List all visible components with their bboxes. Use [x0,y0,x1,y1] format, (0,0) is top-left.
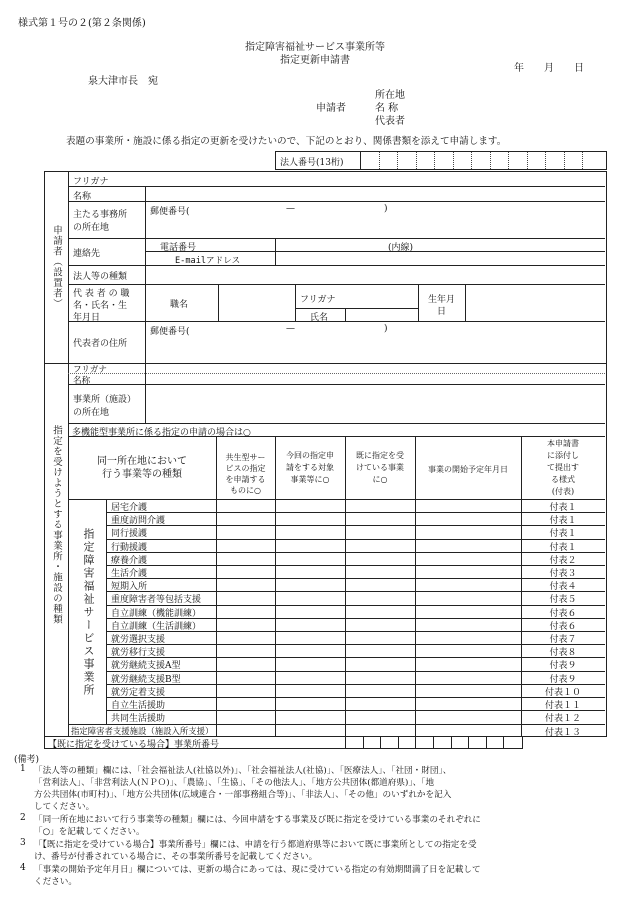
facility-address-label-2: の所在地 [73,408,110,418]
service-name: 共同生活援助 [111,714,166,725]
facility-support-row-form: 付表１３ [544,728,581,738]
service-name: 重度障害者等包括支援 [111,595,202,606]
facility-name-label: 名称 [73,376,91,386]
col-service-2: 行う事業等の種類 [102,469,182,480]
date-year: 年 [514,63,524,74]
service-form: 付表７ [549,635,577,645]
birth-label-2: 日 [436,307,446,317]
col-already-1: 既に指定を受 [356,451,404,460]
main-office-postal-dash: — [286,204,295,214]
col-attach-2: に添付し [547,451,579,460]
facility-address-label-1: 事業所（施設） [73,395,137,405]
rep-postal: 郵便番号( [150,327,190,337]
applicant-name-label: 名 称 [375,103,399,114]
service-name: 就労継続支援A型 [111,661,181,672]
service-group-label: 指定障害福祉サービス事業所 [82,528,95,697]
applicant-rep-label: 代表者 [375,116,405,127]
col-shared-2: ビスの指定 [225,464,266,473]
service-form: 付表９ [549,674,577,685]
note-number: 2 [20,813,26,823]
applicant-address-label: 所在地 [375,90,405,101]
date-month: 月 [544,63,554,74]
multi-function-label: 多機能型事業所に係る指定の申請の場合は○ [72,428,251,438]
facility-side-label: 指定を受けようとする事業所・施設の種類 [51,425,62,625]
service-form: 付表６ [549,608,577,619]
service-name: 療養介護 [111,555,148,566]
col-shared-3: を申請する [225,475,266,484]
rep-name-label: 氏名 [310,313,329,323]
service-name: 自立訓練（生活訓練） [111,621,202,632]
service-name: 就労選択支援 [111,635,166,645]
note-number: 1 [20,764,26,774]
date-day: 日 [574,63,584,74]
service-name: 自立訓練（機能訓練） [111,608,202,619]
service-form: 付表１１ [544,701,581,711]
note-line: 「法人等の種類」欄には、「社会福祉法人(社協以外)」、「社会福祉法人(社協)」、「医療法人」、「社団・財団」、 [34,766,452,776]
note-line: 「○」を記載してください。 [34,827,145,837]
rep-postal-dash: — [286,324,295,334]
note-line: してください。 [34,802,95,812]
corp-type-label: 法人等の種類 [73,272,128,282]
service-name: 就労移行支援 [111,648,166,659]
corp-number-box[interactable] [275,151,607,170]
rep-postal-close: ) [384,324,388,334]
existing-number-label: 【既に指定を受けている場合】事業所番号 [48,740,220,750]
rep-furigana-label: フリガナ [300,295,336,305]
service-name: 短期入所 [111,582,148,593]
col-shared-4: ものに○ [230,486,261,495]
rep-label-3: 年月日 [73,313,101,323]
service-form: 付表９ [549,661,577,672]
service-form: 付表１ [549,503,577,513]
col-attach-1: 本申請書 [547,439,579,448]
col-already-3: に○ [372,475,388,484]
intro-text: 表題の事業所・施設に係る指定の更新を受けたいので、下記のとおり、関係書類を添えて申請します。 [66,136,507,147]
service-form: 付表５ [549,595,577,606]
col-service-1: 同一所在地において [97,456,187,467]
service-form: 付表１ [549,542,577,553]
service-form: 付表６ [549,621,577,632]
service-name: 就労継続支援B型 [111,674,181,685]
phone-label: 電話番号 [160,243,197,253]
col-already-2: けている事業 [356,463,404,472]
note-line: 「事業の開始予定年月日」欄については、更新の場合にあっては、現に受けている指定の有効期間満了日を記載して [34,865,481,875]
contact-label: 連絡先 [73,249,101,259]
service-form: 付表３ [549,569,577,579]
facility-furigana-label: フリガナ [73,365,107,375]
notes-header: (備考) [14,755,40,765]
col-start-date: 事業の開始予定年月日 [428,465,508,474]
service-form: 付表１ [549,516,577,527]
note-line: け、番号が付番されている場合に、その事業所番号を記載してください。 [34,852,318,862]
col-this-2: 請をする対象 [286,463,334,472]
note-line: 「営利法人」、「非営利法人(ＮＰＯ)」、「農協」、「生協」、「その他法人」、「地方公共団体(都道府県)」、「地 [34,778,435,788]
corp-number-label: 法人番号(13桁) [280,158,344,168]
service-name: 重度訪問介護 [111,516,166,527]
main-office-label-2: の所在地 [73,223,110,233]
title-line-1: 指定障害福祉サービス事業所等 [245,42,385,53]
applicant-header-label: 申請者 [316,103,346,114]
col-shared-1: 共生型サー [225,453,266,462]
service-name: 自立生活援助 [111,701,166,711]
rep-label-1: 代 表 者 の 職 [73,289,130,299]
note-line: 「同一所在地において行う事業等の種類」欄には、今回申請をする事業及び既に指定を受けている事業のそれぞれに [34,815,481,825]
col-this-1: 今回の指定申 [286,451,334,460]
service-form: 付表４ [549,582,577,593]
service-name: 居宅介護 [111,503,148,513]
col-attach-3: て提出す [547,463,579,472]
rep-label-2: 名・氏名・生 [73,301,128,311]
main-office-label-1: 主たる事務所 [73,210,128,220]
addressee: 泉大津市長 宛 [88,76,158,87]
note-number: 3 [20,838,26,848]
main-office-postal-close: ) [384,204,388,214]
rep-address-label: 代表者の住所 [73,339,128,349]
service-name: 就労定着支援 [111,687,166,698]
service-form: 付表８ [549,648,577,659]
note-number: 4 [20,863,26,873]
applicant-name-row-label: 名称 [73,192,92,202]
form-number: 様式第１号の２(第２条関係) [18,18,146,29]
rep-position-label: 職名 [170,300,189,310]
service-form: 付表２ [549,555,577,566]
service-name: 生活介護 [111,569,148,579]
email-label: E-mailアドレス [175,256,241,266]
applicant-side-label: 申請者（設置者） [51,225,62,309]
service-name: 同行援護 [111,529,148,540]
facility-support-row-label: 指定障害者支援施設（施設入所支援） [71,726,214,736]
service-form: 付表１２ [544,714,581,725]
service-form: 付表１ [549,529,577,540]
main-office-postal: 郵便番号( [150,207,190,217]
title-line-2: 指定更新申請書 [280,55,350,66]
col-attach-5: (付表) [551,487,575,496]
birth-label-1: 生年月 [427,295,455,305]
applicant-furigana-label: フリガナ [73,177,109,187]
extension-label: (内線) [388,243,414,253]
note-line: 方公共団体(市町村)」、「地方公共団体(広域連合・一部事務組合等)」、「非法人」、「その他」のいずれかを記入 [34,790,452,800]
col-this-3: 事業等に○ [290,475,330,484]
col-attach-4: る様式 [551,475,575,484]
service-form: 付表１０ [544,687,581,698]
note-line: ください。 [34,877,77,887]
note-line: 「【既に指定を受けている場合】事業所番号」欄には、申請を行う都道府県等において既に事業所としての指定を受 [34,840,477,850]
service-name: 行動援護 [111,542,148,553]
